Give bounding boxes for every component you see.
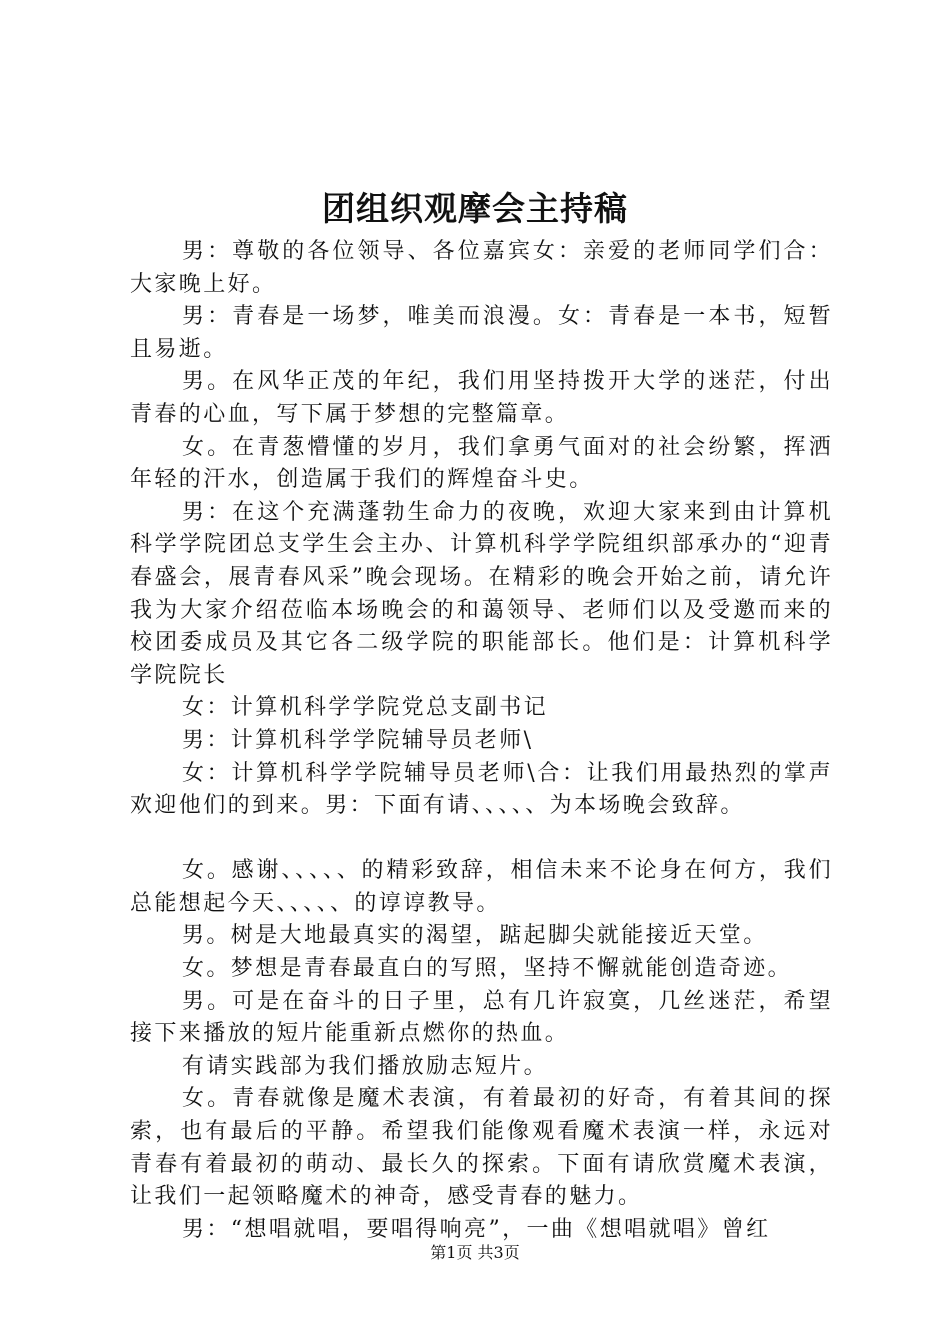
- paragraph: 男。树是大地最真实的渴望，踮起脚尖就能接近天堂。: [182, 923, 768, 949]
- page-number-footer: 第1页 共3页: [430, 1243, 520, 1262]
- paragraph: 有请实践部为我们播放励志短片。: [182, 1053, 549, 1079]
- document-body: [130, 236, 833, 1246]
- document-title: 团组织观摩会主持稿: [322, 189, 628, 228]
- paragraph: 女。青春就像是魔术表演，有着最初的好奇，有着其间的探索，也有最后的平静。希望我们能像观看魔术表演一样，永远对青春有着最初的萌动、最长久的探索。下面有请欣赏魔术表演，让我们一起领略魔术的神奇，感受青春的魅力。: [130, 1086, 833, 1210]
- paragraph: 女。在青葱懵懂的岁月，我们拿勇气面对的社会纷繁，挥洒年轻的汗水，创造属于我们的辉煌奋斗史。: [130, 434, 833, 493]
- paragraph: 男。可是在奋斗的日子里，总有几许寂寞，几丝迷茫，希望接下来播放的短片能重新点燃你的热血。: [130, 988, 833, 1047]
- paragraph: 男：计算机科学学院辅导员老师\: [182, 727, 534, 753]
- paragraph: 男：在这个充满蓬勃生命力的夜晚，欢迎大家来到由计算机科学学院团总支学生会主办、计算机科学学院组织部承办的“迎青春盛会，展青春风采”晚会现场。在精彩的晚会开始之前，请允许我为大家介绍莅临本场晚会的和蔼领导、老师们以及受邀而来的校团委成员及其它各二级学院的职能部长。他们是：计算机科学学院院长: [130, 499, 833, 688]
- paragraph: 男：“想唱就唱，要唱得响亮”，一曲《想唱就唱》曾红: [182, 1216, 771, 1242]
- paragraph: 男：尊敬的各位领导、各位嘉宾女：亲爱的老师同学们合：大家晚上好。: [130, 239, 833, 297]
- paragraph: 女。感谢、、、、、的精彩致辞，相信未来不论身在何方，我们总能想起今天、、、、、的谆谆教导。: [130, 858, 833, 916]
- paragraph: 男。在风华正茂的年纪，我们用坚持拨开大学的迷茫，付出青春的心血，写下属于梦想的完整篇章。: [130, 369, 833, 427]
- paragraph: 女：计算机科学学院党总支副书记: [182, 695, 549, 721]
- paragraph: 男：青春是一场梦，唯美而浪漫。女：青春是一本书，短暂且易逝。: [130, 304, 833, 362]
- paragraph: 女：计算机科学学院辅导员老师\合：让我们用最热烈的掌声欢迎他们的到来。男：下面有请、、、、、为本场晚会致辞。: [130, 760, 833, 819]
- paragraph: 女。梦想是青春最直白的写照，坚持不懈就能创造奇迹。: [182, 956, 793, 982]
